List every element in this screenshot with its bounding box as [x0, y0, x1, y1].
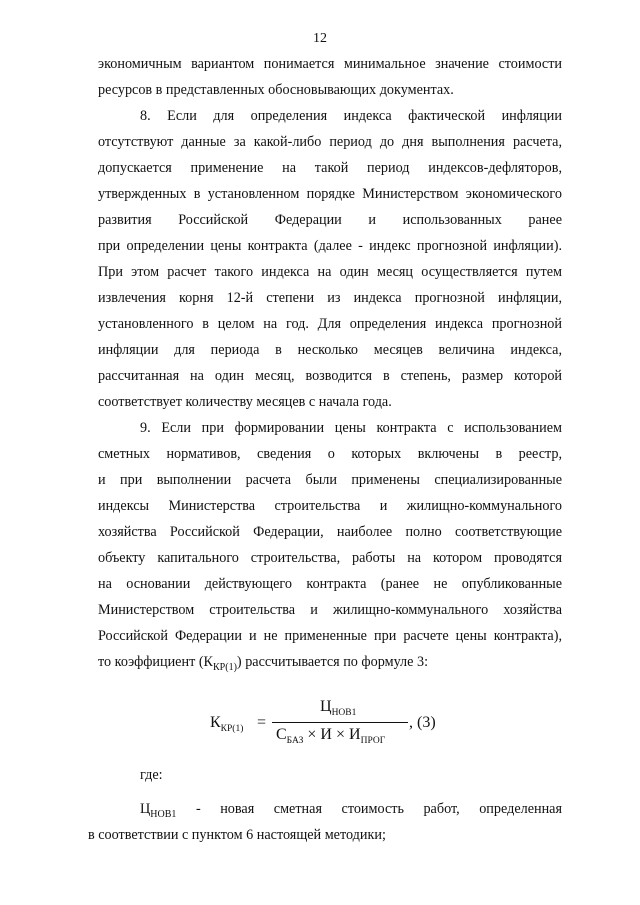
- text-line: Российской Федерации и не примененные при расчете цены контракта),: [98, 628, 562, 644]
- text-line: отсутствуют данные за какой-либо период до дня выполнения расчета,: [98, 134, 562, 150]
- text-line: допускается применение на такой период индексов-дефляторов,: [98, 160, 562, 176]
- formula-numerator: $Ц_{НОВ1}$: [320, 698, 357, 719]
- where-label: где:: [140, 767, 163, 783]
- text-line: установленного в целом на год. Для определения индекса прогнозной: [98, 316, 562, 332]
- text-line: объекту капитального строительства, работы на котором проводятся: [98, 550, 562, 566]
- text-line: рассчитанная на один месяц, возводится в степень, размер которой: [98, 368, 562, 384]
- text-line: развития Российской Федерации и использованных ранее: [98, 212, 562, 228]
- paragraph-8-start: 8. Если для определения индекса фактической инфляции: [140, 108, 562, 124]
- text-line: При этом расчет такого индекса на один месяц осуществляется путем: [98, 264, 562, 280]
- definition-symbol: $Ц_{НОВ1}$: [140, 801, 177, 820]
- text-line: сметных нормативов, сведения о которых включены в реестр,: [98, 446, 562, 462]
- text-line: индексы Министерства строительства и жилищно-коммунального: [98, 498, 562, 514]
- text-line: хозяйства Российской Федерации, наиболее полно соответствующие: [98, 524, 562, 540]
- definition-line: $Ц_{НОВ1}$ - новая сметная стоимость работ, определенная: [140, 801, 563, 820]
- text-line: ресурсов в представленных обосновывающих документах.: [98, 82, 454, 98]
- page-number: 12: [313, 31, 327, 46]
- formula-number: , (3): [409, 714, 436, 731]
- text-line: утвержденных в установленном порядке Министерством экономического: [98, 186, 562, 202]
- formula-equals: =: [257, 714, 267, 731]
- text-line: соответствует количеству месяцев с начала года.: [98, 394, 392, 410]
- definition-line-2: в соответствии с пунктом 6 настоящей методики;: [88, 827, 386, 843]
- formula-3: [210, 698, 450, 750]
- fraction-bar: [272, 722, 408, 723]
- formula-intro-line: то коэффициент $(К_{КР(1)})$ рассчитывается по формуле 3:: [98, 654, 429, 673]
- formula-denominator: $С_{БАЗ} \times И \times И_{ПРОГ}$: [276, 726, 386, 747]
- text-line: инфляции для периода в несколько месяцев величина индекса,: [98, 342, 562, 358]
- text-line: извлечения корня 12-й степени из индекса прогнозной инфляции,: [98, 290, 562, 306]
- text-line: при определении цены контракта (далее - индекс прогнозной инфляции).: [98, 238, 562, 254]
- paragraph-9-start: 9. Если при формировании цены контракта с использованием: [140, 420, 562, 436]
- formula-lhs: $К_{КР(1)}$: [210, 714, 244, 735]
- text-line: экономичным вариантом понимается минимальное значение стоимости: [98, 56, 562, 72]
- text-line: Министерством строительства и жилищно-коммунального хозяйства: [98, 602, 562, 618]
- text-line: и при выполнении расчета были применены специализированные: [98, 472, 562, 488]
- text-line: на основании действующего контракта (ранее не опубликованные: [98, 576, 562, 592]
